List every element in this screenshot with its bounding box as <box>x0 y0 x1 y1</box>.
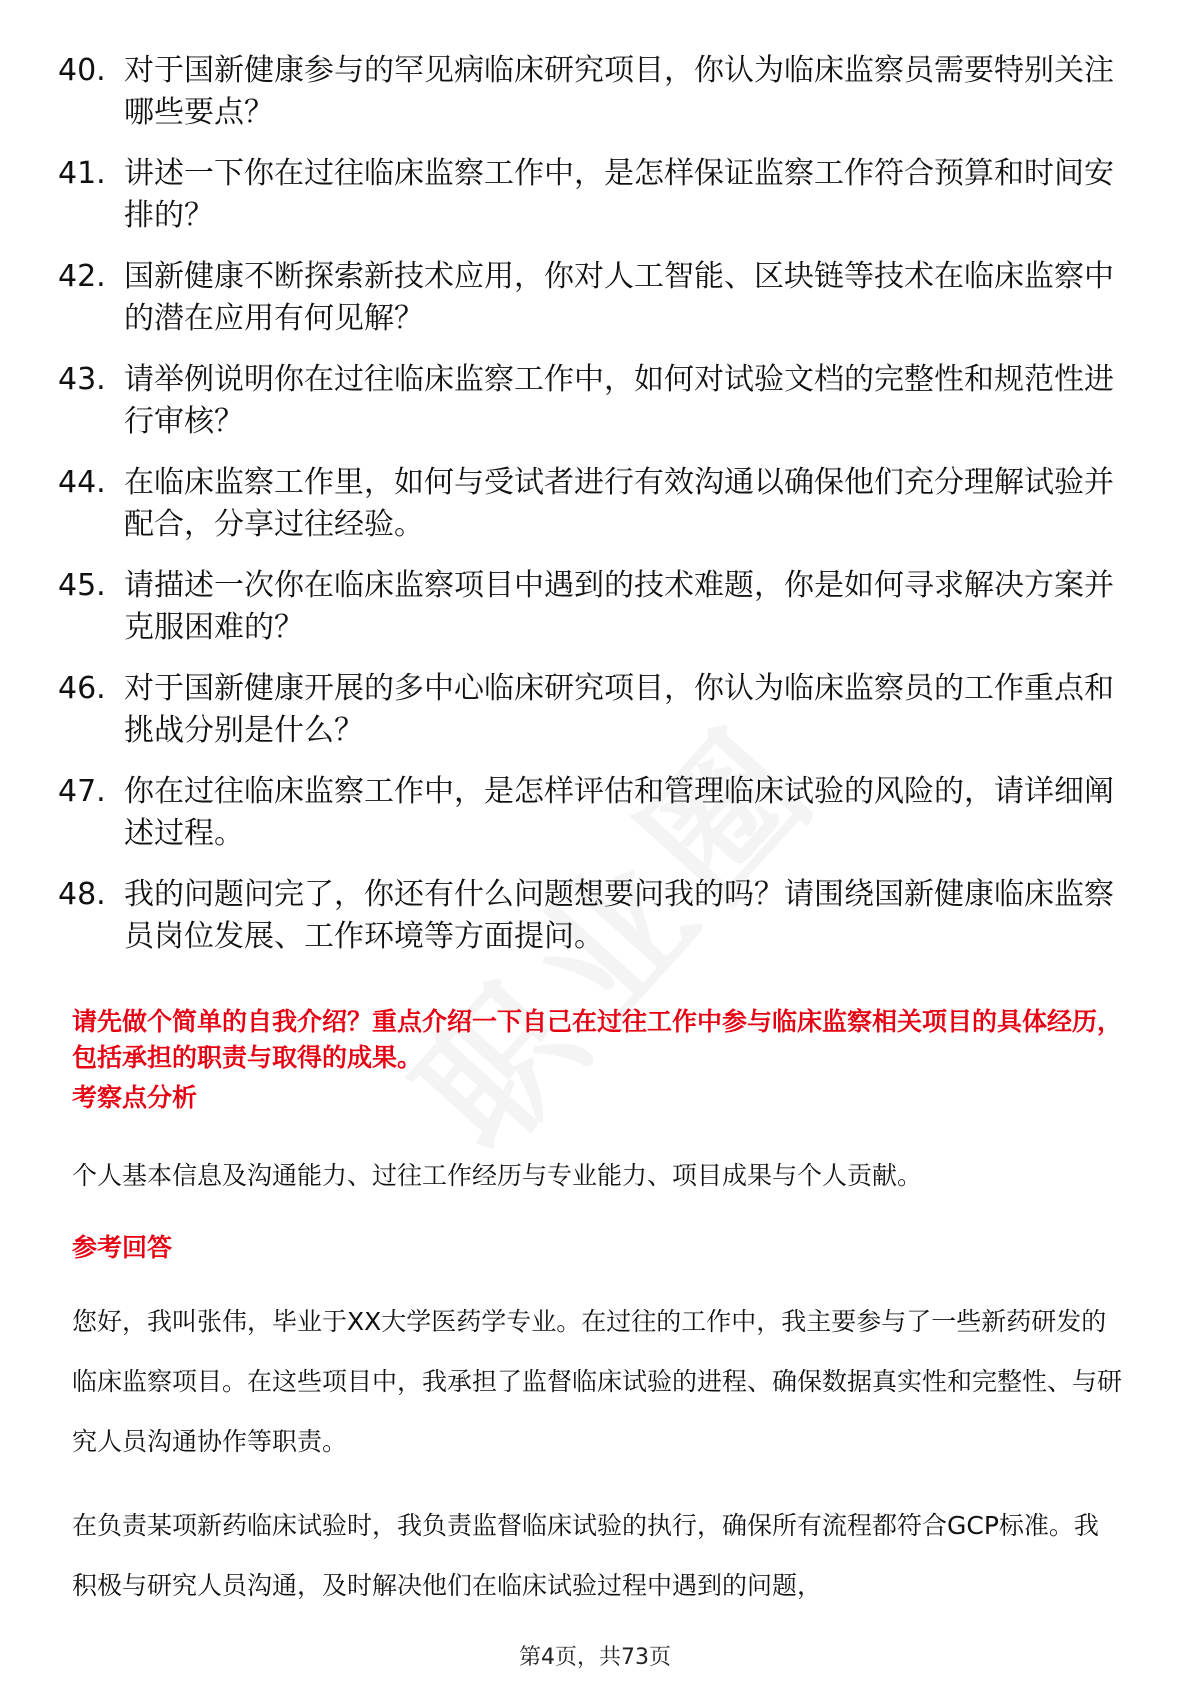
list-item <box>58 565 1118 649</box>
highlight-question: 请先做个简单的自我介绍？重点介绍一下自己在过往工作中参与临床监察相关项目的具体经历，包括承担的职责与取得的成果。 <box>72 1007 1123 1072</box>
question-text: 你在过往临床监察工作中，是怎样评估和管理临床试验的风险的，请详细阐述过程。 <box>124 774 1114 851</box>
question-number: 45. <box>58 568 106 603</box>
question-text: 请描述一次你在临床监察项目中遇到的技术难题，你是如何寻求解决方案并克服困难的？ <box>124 568 1114 645</box>
question-text: 请举例说明你在过往临床监察工作中，如何对试验文档的完整性和规范性进行审核？ <box>124 362 1114 439</box>
question-text: 国新健康不断探索新技术应用，你对人工智能、区块链等技术在临床监察中的潜在应用有何见解？ <box>124 259 1114 336</box>
list-item <box>58 771 1118 855</box>
answer-paragraph-1: 您好，我叫张伟，毕业于XX大学医药学专业。在过往的工作中，我主要参与了一些新药研发的临床监察项目。在这些项目中，我承担了监督临床试验的进程、确保数据真实性和完整性、与研究人员沟通协作等职责。 <box>72 1307 1123 1456</box>
list-item <box>58 462 1118 546</box>
question-list <box>58 50 1118 977</box>
list-item <box>58 874 1118 958</box>
page-footer: 第4页，共73页 <box>519 1645 671 1670</box>
answer-paragraph-2: 在负责某项新药临床试验时，我负责监督临床试验的执行，确保所有流程都符合GCP标准。我积极与研究人员沟通，及时解决他们在临床试验过程中遇到的问题， <box>72 1511 1099 1600</box>
list-item <box>58 50 1118 134</box>
question-number: 43. <box>58 362 106 397</box>
question-text: 对于国新健康开展的多中心临床研究项目，你认为临床监察员的工作重点和挑战分别是什么？ <box>124 671 1114 748</box>
question-number: 48. <box>58 877 106 912</box>
analysis-title: 考察点分析 <box>72 1083 198 1112</box>
question-number: 44. <box>58 465 106 500</box>
question-number: 42. <box>58 259 106 294</box>
question-number: 40. <box>58 53 106 88</box>
list-item <box>58 668 1118 752</box>
question-text: 讲述一下你在过往临床监察工作中，是怎样保证监察工作符合预算和时间安排的？ <box>124 156 1114 233</box>
list-item <box>58 153 1118 237</box>
question-number: 46. <box>58 671 106 706</box>
analysis-text: 个人基本信息及沟通能力、过往工作经历与专业能力、项目成果与个人贡献。 <box>72 1161 923 1190</box>
list-item <box>58 359 1118 443</box>
question-number: 47. <box>58 774 106 809</box>
question-text: 对于国新健康参与的罕见病临床研究项目，你认为临床监察员需要特别关注哪些要点？ <box>124 53 1114 130</box>
question-number: 41. <box>58 156 106 191</box>
answer-title: 参考回答 <box>72 1233 173 1262</box>
list-item <box>58 256 1118 340</box>
question-text: 我的问题问完了，你还有什么问题想要问我的吗？请围绕国新健康临床监察员岗位发展、工作环境等方面提问。 <box>124 877 1114 954</box>
question-text: 在临床监察工作里，如何与受试者进行有效沟通以确保他们充分理解试验并配合，分享过往经验。 <box>124 465 1114 542</box>
